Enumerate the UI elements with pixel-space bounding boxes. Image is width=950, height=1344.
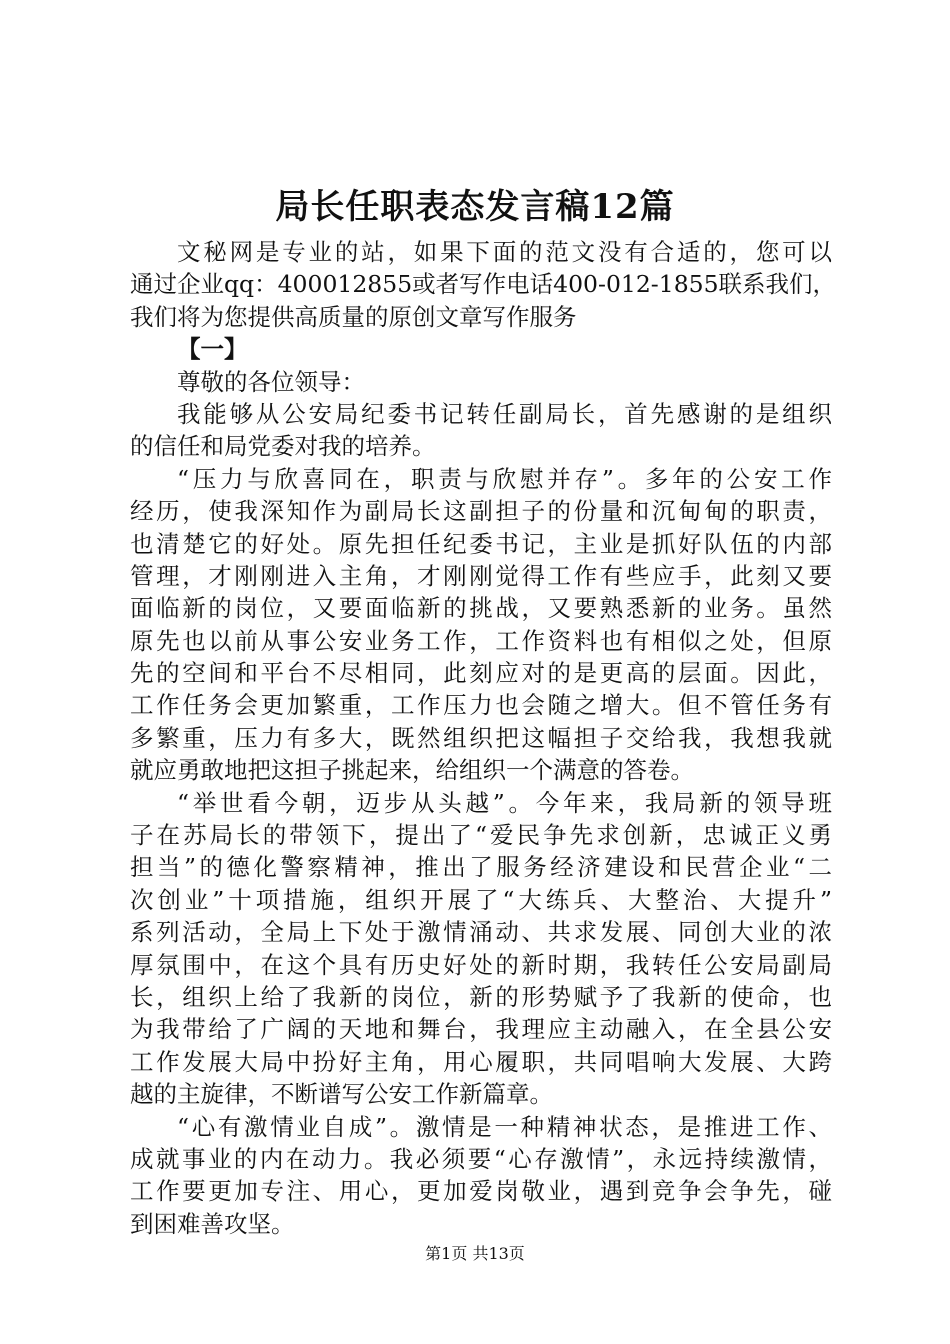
paragraph-line: 到困难善攻坚。 (130, 1209, 295, 1238)
paragraph-line: 担当”的德化警察精神，推出了服务经济建设和民营企业“二 (130, 853, 832, 882)
paragraph-line: 工作任务会更加繁重，工作压力也会随之增大。但不管任务有 (130, 691, 832, 720)
paragraph-line: 文秘网是专业的站，如果下面的范文没有合适的，您可以 (177, 238, 832, 266)
paragraph-line: 经历，使我深知作为副局长这副担子的份量和沉甸甸的职责， (130, 497, 832, 526)
paragraph-line: 的信任和局党委对我的培养。 (130, 432, 436, 461)
paragraph-line: 子在苏局长的带领下，提出了“爱民争先求创新，忠诚正义勇 (130, 821, 832, 850)
paragraph-line: 通过企业qq：400012855或者写作电话400-012-1855联系我们， (130, 270, 837, 299)
paragraph-line: “压力与欣喜同在，职责与欣慰并存”。多年的公安工作 (177, 464, 832, 493)
paragraph-line: 也清楚它的好处。原先担任纪委书记，主业是抓好队伍的内部 (130, 529, 832, 558)
paragraph-line: 原先也以前从事公安业务工作，工作资料也有相似之处，但原 (130, 626, 832, 655)
paragraph-line: “心有激情业自成”。激情是一种精神状态，是推进工作、 (177, 1112, 832, 1141)
paragraph-line: 面临新的岗位，又要面临新的挑战，又要熟悉新的业务。虽然 (130, 594, 832, 623)
paragraph-line: “举世看今朝，迈步从头越”。今年来，我局新的领导班 (177, 788, 832, 817)
paragraph-line: 成就事业的内在动力。我必须要“心存激情”，永远持续激情， (130, 1144, 832, 1173)
page-number: 第1页 共13页 (425, 1244, 525, 1263)
paragraph-line: 系列活动，全局上下处于激情涌动、共求发展、同创大业的浓 (130, 918, 832, 947)
paragraph-line: 我能够从公安局纪委书记转任副局长，首先感谢的是组织 (177, 399, 832, 428)
paragraph-line: 我们将为您提供高质量的原创文章写作服务 (130, 302, 577, 331)
paragraph-line: 管理，才刚刚进入主角，才刚刚觉得工作有些应手，此刻又要 (130, 561, 832, 590)
paragraph-line: 先的空间和平台不尽相同，此刻应对的是更高的层面。因此， (130, 659, 832, 688)
page-footer (0, 1244, 950, 1264)
paragraph-line: 多繁重，压力有多大，既然组织把这幅担子交给我，我想我就 (130, 723, 832, 752)
paragraph-line: 厚氛围中，在这个具有历史好处的新时期，我转任公安局副局 (130, 950, 832, 979)
paragraph-line: 为我带给了广阔的天地和舞台，我理应主动融入，在全县公安 (130, 1015, 832, 1044)
document-title: 局长任职表态发言稿12篇 (275, 187, 675, 227)
paragraph-line: 次创业”十项措施，组织开展了“大练兵、大整治、大提升” (130, 885, 832, 914)
salutation: 尊敬的各位领导： (177, 367, 365, 396)
section-heading: 【一】 (177, 335, 248, 364)
paragraph-line: 越的主旋律，不断谱写公安工作新篇章。 (130, 1080, 553, 1109)
paragraph-line: 工作发展大局中扮好主角，用心履职，共同唱响大发展、大跨 (130, 1047, 832, 1076)
document-body (130, 236, 837, 1240)
paragraph-line: 就应勇敢地把这担子挑起来，给组织一个满意的答卷。 (130, 756, 694, 785)
paragraph-line: 长，组织上给了我新的岗位，新的形势赋予了我新的使命，也 (130, 982, 832, 1011)
paragraph-line: 工作要更加专注、用心，更加爱岗敬业，遇到竞争会争先，碰 (130, 1177, 832, 1206)
